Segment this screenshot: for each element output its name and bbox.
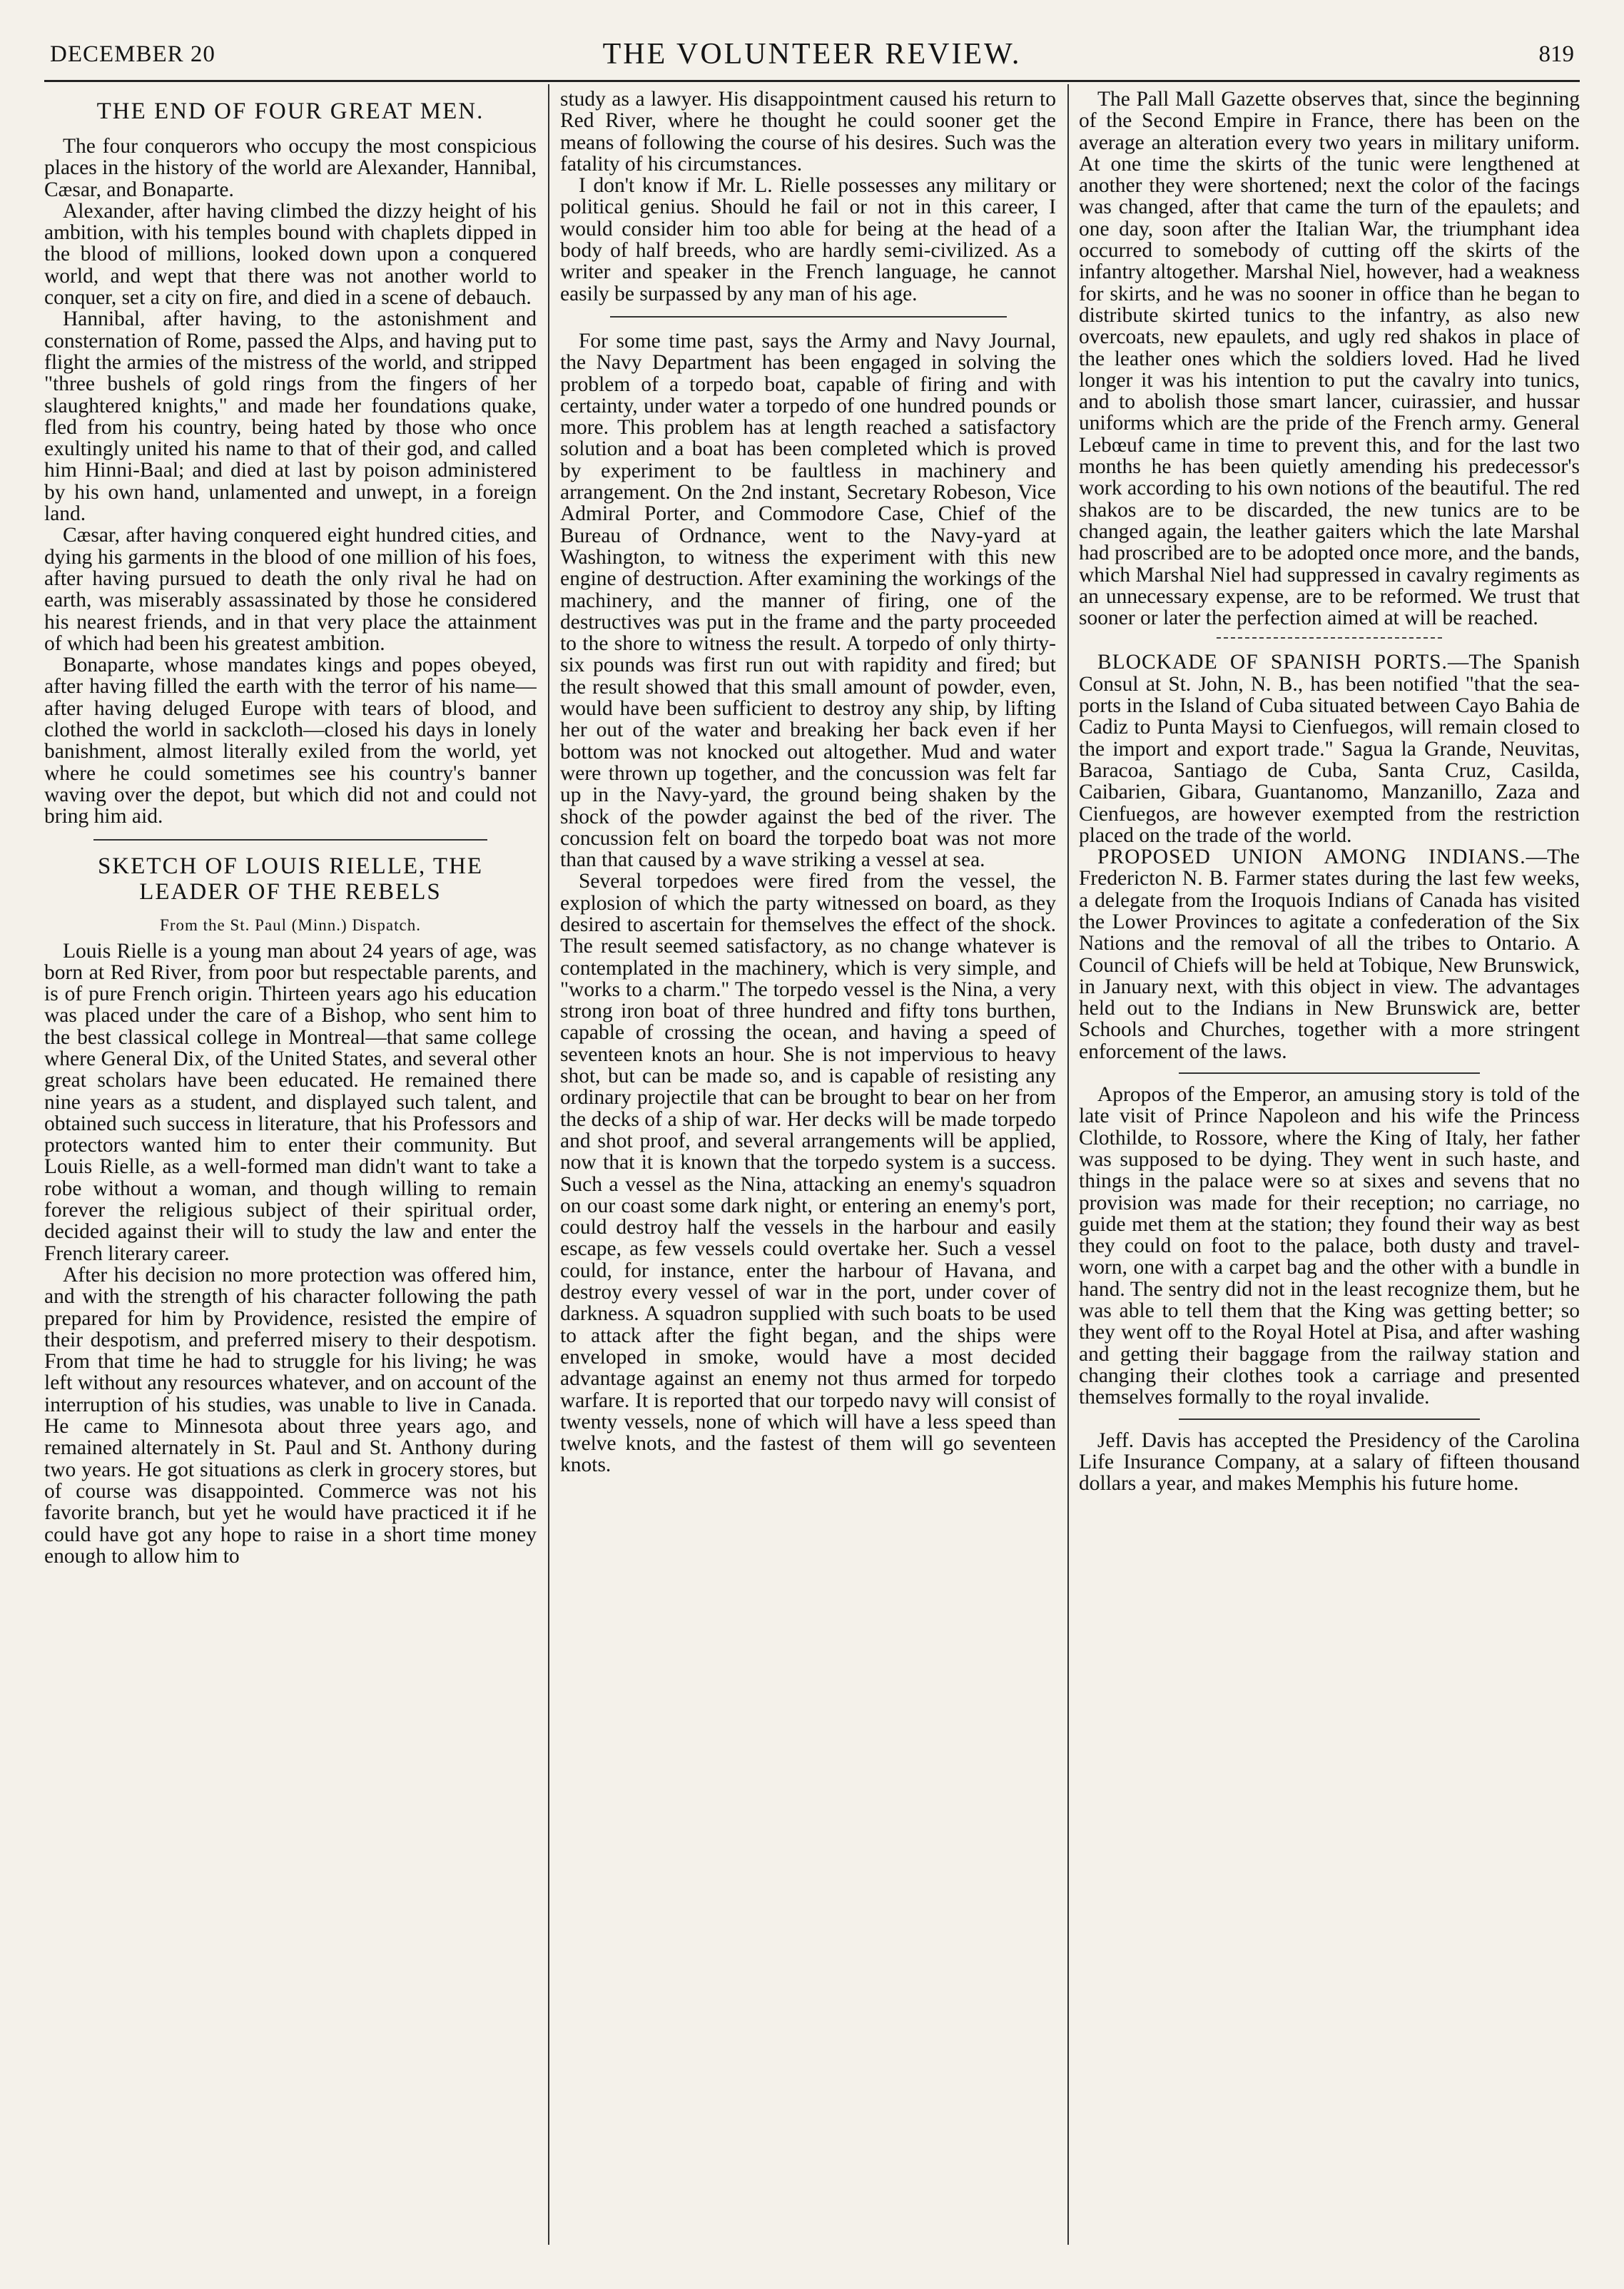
column-1 [44, 88, 537, 2240]
column-3 [1079, 88, 1580, 2240]
issue-date: DECEMBER 20 [50, 41, 215, 67]
article-paragraph: Bonaparte, whose mandates kings and popes obeyed, after having filled the earth with the terror of his name—after having deluged Europe with tears of blood, and clothed the world in sackcloth—closed his days in lonely banishment, almost literally exiled from the world, yet where he could sometimes see his country's banner waving over the depot, but which did not and could not bring him aid. [44, 654, 537, 828]
article-paragraph: study as a lawyer. His disappointment caused his return to Red River, where he thought he could sooner get the means of following the course of his desires. Such was the fatality of his circumstances. [560, 88, 1056, 176]
article-paragraph: Alexander, after having climbed the dizzy height of his ambition, with his temples bound with chaplets dipped in the blood of millions, looked down upon a conquered world, and wept that there was not another world to conquer, set a city on fire, and died in a scene of debauch. [44, 199, 537, 310]
publication-title: THE VOLUNTEER REVIEW. [602, 38, 1022, 71]
column-rule-1 [548, 84, 549, 2245]
article-paragraph: The four conquerors who occupy the most conspicious places in the history of the world are Alexander, Hannibal, Cæsar, and Bonaparte. [44, 135, 537, 201]
article-title-four-great-men: THE END OF FOUR GREAT MEN. [96, 98, 484, 124]
news-item-indian-union [1079, 846, 1580, 1062]
article-paragraph: Cæsar, after having conquered eight hundred cities, and dying his garments in the blood of one million of his foes, after having pursued to death the only rival he had on earth, was miserably assassinated by those he considered his nearest friends, and in that very place the attainment of which had been his greatest ambition. [44, 524, 537, 655]
header-rule [44, 80, 1580, 82]
article-separator [1217, 637, 1442, 639]
column-2 [560, 88, 1056, 2240]
article-paragraph: For some time past, says the Army and Navy Journal, the Navy Department has been engaged in solving the problem of a torpedo boat, capable of firing and with certainty, under water a torpedo of one hundred pounds or more. This problem has at length reached a satisfactory solution and a boat has been completed which is proved by experiment to be faultless in machinery and arrangement. On the 2nd instant, Secretary Robeson, Vice Admiral Porter, and Commodore Case, Chief of the Bureau of Ordnance, went to the Navy-yard at Washington, to witness the experiment with this new engine of destruction. After examining the workings of the machinery, and the manner of firing, one of the destructives was put in the frame and the party proceeded to the shore to witness the result. A torpedo of only thirty-six pounds was first run out with rapidity and fired; but the result showed that this small amount of powder, even, would have been sufficient to destroy any ship, by lifting her out of the water and breaking her back even if her bottom was not knocked out altogether. Mud and water were thrown up together, and the concussion was felt far up in the Navy-yard, the ground being shaken by the shock of the powder against the bed of the river. The concussion felt on board the torpedo boat was not more than that caused by a wave striking a vessel at sea. [560, 329, 1056, 872]
article-separator [1179, 1072, 1479, 1074]
article-separator [1179, 1418, 1479, 1420]
article-paragraph: Apropos of the Emperor, an amusing story is told of the late visit of Prince Napoleon and his wife the Princess Clothilde, to Rossore, where the King of Italy, her father was supposed to be dying. They went in such haste, and things in the palace were so at sixes and sevens that no provision was made for their reception; no carriage, no guide met them at the station; they found their way as best they could on foot to the palace, both dusty and travel-worn, one with a carpet bag and the other with a bundle in hand. The sentry did not in the least recognize them, but he was able to tell them that the King was getting better; so they went off to the Royal Hotel at Pisa, and after washing and getting their baggage from the railway station and changing their clothes took a carriage and presented themselves formally to the royal invalide. [1079, 1083, 1580, 1409]
article-separator [610, 316, 1007, 318]
news-item-heading: BLOCKADE OF SPANISH PORTS. [1097, 651, 1448, 674]
article-paragraph: I don't know if Mr. L. Rielle possesses any military or political genius. Should he fail or not in this career, I would consider him too able for being at the head of a body of half breeds, who are hardly semi-civilized. As a writer and speaker in the French language, he cannot easily be surpassed by any man of his age. [560, 174, 1056, 305]
article-paragraph: Several torpedoes were fired from the vessel, the explosion of which the party witnessed on board, as they desired to ascertain for themselves the effect of the shock. The result seemed satisfactory, as no change whatever is contemplated in the machinery, which is very simple, and "works to a charm." The torpedo vessel is the Nina, a very strong iron boat of three hundred and fifty tons burthen, capable of crossing the ocean, and having a speed of seventeen knots an hour. She is not impervious to heavy shot, but can be made so, and is capable of resisting any ordinary projectile that can be brought to bear on her from the decks of a ship of war. Her decks will be made torpedo and shot proof, and several arrangements will be applied, now that it is known that the torpedo system is a success. Such a vessel as the Nina, attacking an enemy's squadron on our coast some dark night, or entering an enemy's port, could destroy half the vessels in the harbour and easily escape, as few vessels could overtake her. Such a vessel could, for instance, enter the harbour of Havana, and destroy every vessel of war in the port, under cover of darkness. A squadron supplied with such boats to be used to attack after the fight began, and the ships were enveloped in smoke, would have a most decided advantage against an enemy not thus armed for torpedo warfare. It is reported that our torpedo navy will consist of twenty vessels, none of which will have a less speed than twelve knots, and the fastest of them will go seventeen knots. [560, 870, 1056, 1477]
news-item-heading: PROPOSED UNION AMONG INDIANS. [1097, 846, 1526, 869]
article-paragraph: Hannibal, after having, to the astonishment and consternation of Rome, passed the Alps, and having put to flight the armies of the mistress of the world, and stripped "three bushels of gold rings from the fingers of her slaughtered knights," and made her foundations quake, fled from his country, being hated by those who once exultingly united his name to that of their god, and called him Hinni-Baal; and died at last by poison administered by his own hand, unlamented and unwept, in a foreign land. [44, 308, 537, 526]
article-paragraph: Jeff. Davis has accepted the Presidency of the Carolina Life Insurance Company, at a salary of fifteen thousand dollars a year, and makes Memphis his future home. [1079, 1428, 1580, 1496]
news-item-body: —The Fredericton N. B. Farmer states during the last few weeks, a delegate from the Iroquois Indians of Canada has visited the Lower Provinces to agitate a confederation of the Six Nations and the removal of all the tribes to Ontario. A Council of Chiefs will be held at Tobique, New Brunswick, in January next, with this object in view. The advantages held out to the Indians in New Brunswick are, better Schools and Churches, together with a more stringent enforcement of the laws. [1079, 846, 1580, 1063]
article-paragraph: Louis Rielle is a young man about 24 years of age, was born at Red River, from poor but respectable parents, and is of pure French origin. Thirteen years ago his education was placed under the care of a Bishop, who sent him to the best classical college in Montreal—that same college where General Dix, of the United States, and several other great scholars have been educated. He remained there nine years as a student, and displayed such talent, and obtained such success in literature, that his Professors and protectors wanted him to enter their community. But Louis Rielle, as a well-formed man didn't want to take a robe without a woman, and though willing to remain forever the religious subject of their spiritual order, decided against their will to study the law and enter the French literary career. [44, 939, 537, 1265]
page-number: 819 [1538, 41, 1574, 67]
news-item-body: —The Spanish Consul at St. John, N. B., has been notified "that the sea-ports in the Island of Cuba situated between Cayo Bahia de Cadiz to Punta Maysi to Cienfuegos, will remain closed to the import and export trade." Sagua la Grande, Neuvitas, Baracoa, Santiago de Cuba, Santa Cruz, Casilda, Caibarien, Gibara, Guantanomo, Manzanillo, Zaza and Cienfuegos, are however exempted from the restriction placed on the trade of the world. [1079, 651, 1580, 847]
news-item-blockade [1079, 651, 1580, 846]
article-paragraph: After his decision no more protection was offered him, and with the strength of his character following the path prepared for him by Providence, resisted the empire of their despotism, and preferred misery to their despotism. From that time he had to struggle for his living; he was left without any resources whatever, and on account of the interruption of his studies, was unable to live in Canada. He came to Minnesota about three years ago, and remained alternately in St. Paul and St. Anthony during two years. He got situations as clerk in grocery stores, but of course was disappointed. Commerce was not his favorite branch, but yet he would have practiced it if he could have got any hope to raise in a short time money enough to allow him to [44, 1263, 537, 1568]
masthead [50, 38, 1574, 77]
article-paragraph: The Pall Mall Gazette observes that, since the beginning of the Second Empire in France, there has been on the average an alteration every two years in military uniform. At one time the skirts of the tunic were lengthened at another they were shortened; next the color of the facings was changed, after that came the turn of the epaulets; and one day, soon after the Italian War, the triumphant idea occurred to somebody of cutting off the skirts of the infantry altogether. Marshal Niel, however, had a weakness for skirts, and he was no sooner in office than he began to distribute skirted tunics to the infantry, as also new overcoats, new epaulets, and ugly red shakos in place of the leather ones which the soldiers loved. Had he lived longer it was his intention to put the cavalry into tunics, and to abolish those smart lancer, cuirassier, and hussar uniforms which are the pride of the French army. General Lebœuf came in time to prevent this, and for the last two months he has been quietly amending his predecessor's work according to his own notions of the beautiful. The red shakos are to be discarded, the new tunics are to be changed again, the leather gaiters which the late Marshal had proscribed are to be adopted once more, and the bands, which Marshal Niel had suppressed in cavalry regiments as an unnecessary expense, are to be reformed. We trust that sooner or later the perfection aimed at will be reached. [1079, 88, 1580, 630]
article-dateline: From the St. Paul (Minn.) Dispatch. [160, 915, 421, 934]
article-title-louis-rielle: SKETCH OF LOUIS RIELLE, THE LEADER OF THE REBELS [97, 853, 484, 905]
article-separator [93, 839, 487, 841]
column-rule-2 [1067, 84, 1069, 2245]
